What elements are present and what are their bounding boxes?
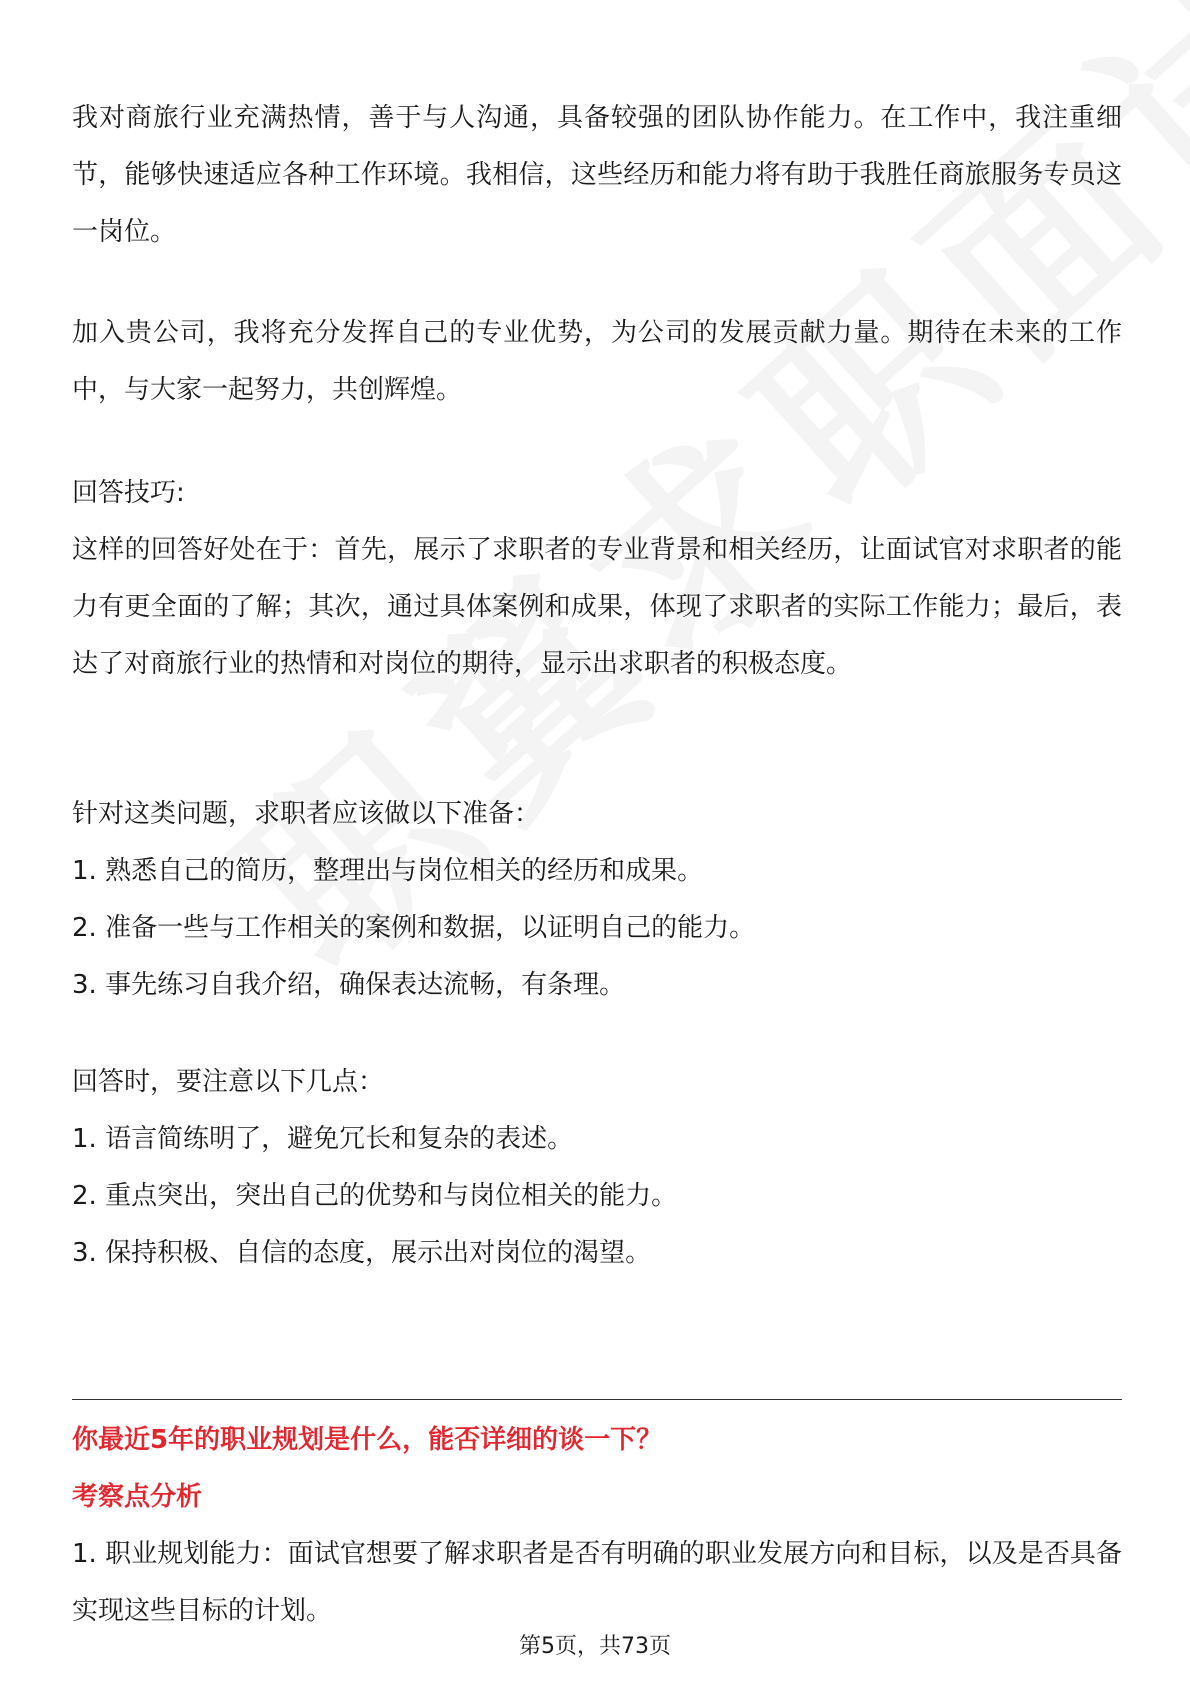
list-item: 1. 熟悉自己的简历，整理出与岗位相关的经历和成果。 xyxy=(72,856,704,886)
list-item: 1. 语言简练明了，避免冗长和复杂的表述。 xyxy=(72,1124,574,1154)
list-item: 2. 重点突出，突出自己的优势和与岗位相关的能力。 xyxy=(72,1181,678,1211)
analysis-item: 1. 职业规划能力：面试官想要了解求职者是否有明确的职业发展方向和目标，以及是否具备实现这些目标的计划。 xyxy=(72,1539,1122,1626)
notes-heading: 回答时，要注意以下几点： xyxy=(72,1067,385,1097)
intro-paragraph-block xyxy=(72,90,1122,261)
prep-section xyxy=(72,786,1122,1014)
tips-body: 这样的回答好处在于：首先，展示了求职者的专业背景和相关经历，让面试官对求职者的能力有更全面的了解；其次，通过具体案例和成果，体现了求职者的实际工作能力；最后，表达了对商旅行业的热情和对岗位的期待，显示出求职者的积极态度。 xyxy=(72,535,1122,679)
list-item: 2. 准备一些与工作相关的案例和数据，以证明自己的能力。 xyxy=(72,913,756,943)
next-question-section xyxy=(72,1412,1122,1640)
notes-section xyxy=(72,1054,1122,1282)
page-footer: 第5页，共73页 xyxy=(519,1634,671,1659)
join-paragraph: 加入贵公司，我将充分发挥自己的专业优势，为公司的发展贡献力量。期待在未来的工作中，与大家一起努力，共创辉煌。 xyxy=(72,318,1122,405)
prep-heading: 针对这类问题，求职者应该做以下准备： xyxy=(72,799,541,829)
tips-section xyxy=(72,465,1122,693)
analysis-heading: 考察点分析 xyxy=(72,1482,203,1512)
list-item: 3. 事先练习自我介绍，确保表达流畅，有条理。 xyxy=(72,970,626,1000)
tips-heading: 回答技巧: xyxy=(72,478,185,508)
join-paragraph-block xyxy=(72,305,1122,419)
question-title: 你最近5年的职业规划是什么，能否详细的谈一下？ xyxy=(72,1425,663,1455)
intro-paragraph: 我对商旅行业充满热情，善于与人沟通，具备较强的团队协作能力。在工作中，我注重细节，能够快速适应各种工作环境。我相信，这些经历和能力将有助于我胜任商旅服务专员这一岗位。 xyxy=(72,103,1122,247)
list-item: 3. 保持积极、自信的态度，展示出对岗位的渴望。 xyxy=(72,1238,652,1268)
section-divider xyxy=(72,1399,1122,1400)
